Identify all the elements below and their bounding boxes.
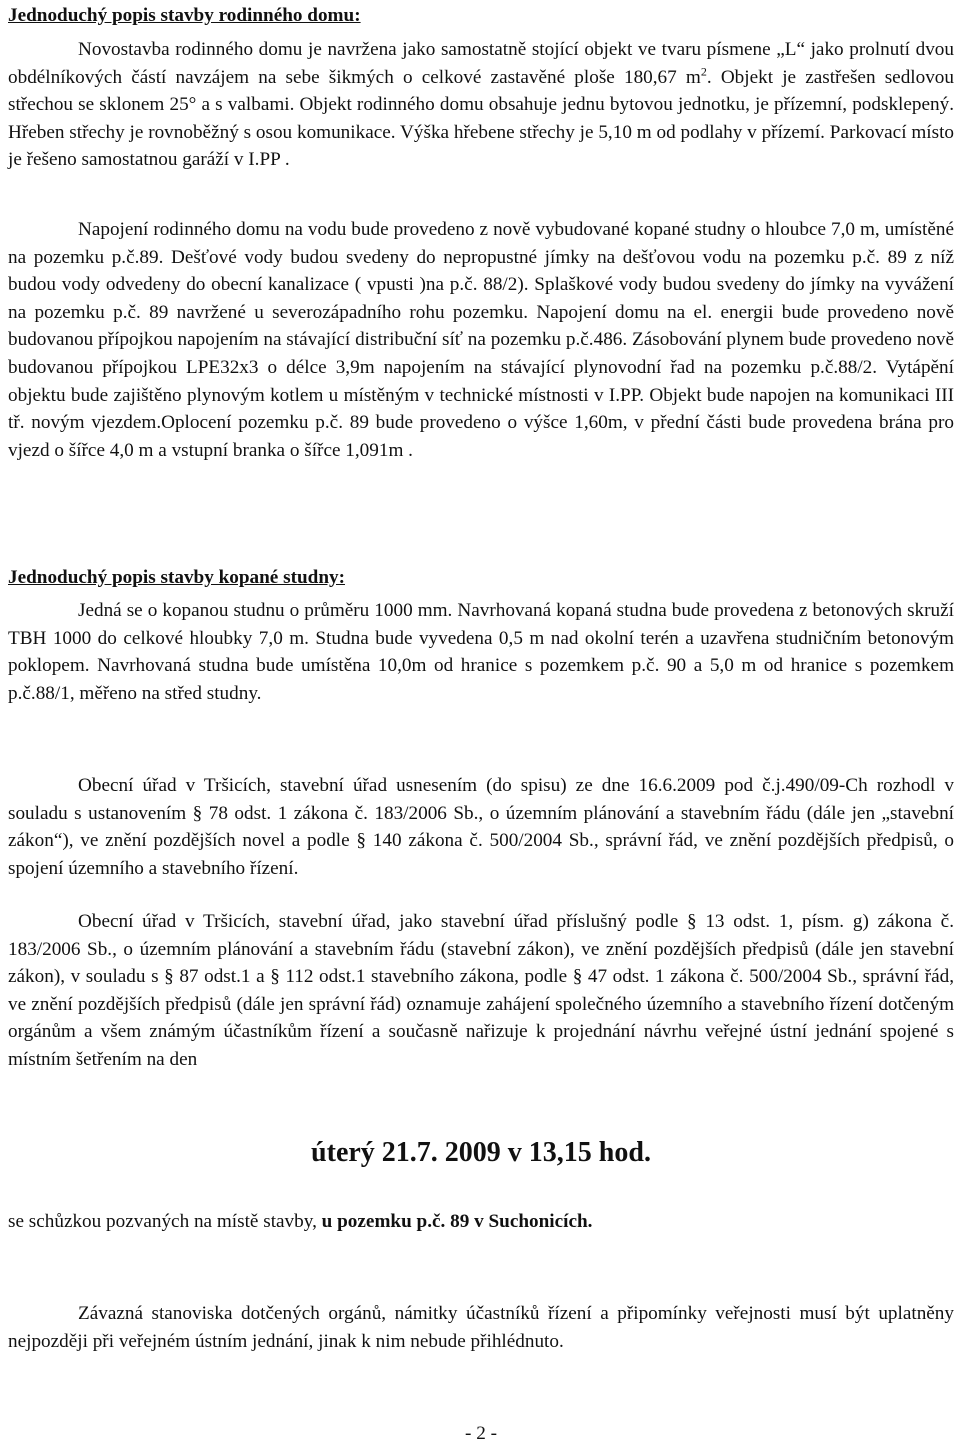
paragraph-well-description: Jedná se o kopanou studnu o průměru 1000 mm. Navrhovaná kopaná studna bude provedena z betonových skruží TBH 1000 do celkové hloubky 7,0 m. Studna bude vyvedena 0,5 m nad okolní terén a uzavřena studničním betonovým poklopem. Navrhovaná studna bude umístěna 10,0m od hranice s pozemkem p.č. 90 a 5,0 m od hranice s pozemkem p.č.88/1, měřeno na střed studny. [8,600,954,704]
section-heading-house: Jednoduchý popis stavby rodinného domu: [8,5,361,26]
house-description-text: Novostavba rodinného domu je navržena jako samostatně stojící objekt ve tvaru písmene „L“ jako prolnutí dvou obdélníkových částí navzájem na sebe šikmých o celkové zastavěné ploše 180,67 m [8,39,954,88]
hearing-place: u pozemku p.č. 89 v Suchonicích. [321,1211,593,1232]
page-number: - 2 - [465,1423,497,1444]
area-unit-superscript: 2 [700,64,707,79]
paragraph-decision-merge: Obecní úřad v Tršicích, stavební úřad usnesením (do spisu) ze dne 16.6.2009 pod č.j.490/09-Ch rozhodl v souladu s ustanovením § 78 odst. 1 zákona č. 183/2006 Sb., o územním plánování a stavebním řádu (dále jen „stavební zákon“), ve znění pozdějších novel a podle § 140 zákona č. 500/2004 Sb., správní řád, ve znění pozdějších předpisů, o spojení územního a stavebního řízení. [8,775,954,879]
hearing-place-prefix: se schůzkou pozvaných na místě stavby, [8,1211,322,1232]
paragraph-utilities: Napojení rodinného domu na vodu bude provedeno z nově vybudované kopané studny o hloubce 7,0 m, umístěné na pozemku p.č.89. Dešťové vody budou svedeny do nepropustné jímky na dešťovou vodu na pozemku p.č. 89 z níž budou vody odvedeny do obecní kanalizace ( vpusti )na p.č. 88/2). Splaškové vody budou svedeny do jímky na vyvážení na pozemku p.č. 89 navržené u severozápadního rohu pozemku. Napojení domu na el. energii bude provedeno nově budovanou přípojkou napojením na stávající distribuční síť na pozemku p.č.486. Zásobování plynem bude provedeno nově budovanou přípojkou LPE32x3 o délce 3,9m napojením na stávající plynovodní řad na pozemku p.č.88/2. Vytápění objektu bude zajištěno plynovým kotlem u místěným v technické místnosti v I.PP. Objekt bude napojen na komunikaci III tř. novým vjezdem.Oplocení pozemku p.č. 89 bude provedeno o výšce 1,60m, v přední části bude provedena brána pro vjezd o šířce 4,0 m a vstupní branka o šířce 1,091m . [8,219,954,461]
hearing-place-line [8,1208,954,1236]
section-heading-well: Jednoduchý popis stavby kopané studny: [8,567,345,588]
house-description-text-cont: . Objekt je zastřešen sedlovou střechou se sklonem 25° a s valbami. Objekt rodinného domu obsahuje jednu bytovou jednotku, je přízemní, podsklepený. Hřeben střechy je rovnoběžný s osou komunikace. Výška hřebene střechy je 5,10 m od podlahy v přízemí. Parkovací místo je řešeno samostatnou garáží v I.PP . [8,66,954,171]
paragraph-decision-notice: Obecní úřad v Tršicích, stavební úřad, jako stavební úřad příslušný podle § 13 odst. 1, písm. g) zákona č. 183/2006 Sb., o územním plánování a stavebním řádu (stavební zákon), ve znění pozdějších předpisů (dále jen stavební zákon), v souladu s § 87 odst.1 a § 112 odst.1 stavebního zákona, podle § 47 odst. 1 zákona č. 500/2004 Sb., správní řád, ve znění pozdějších předpisů (dále jen správní řád) oznamuje zahájení společného územního a stavebního řízení dotčeným orgánům a všem známým účastníkům řízení a současně nařizuje k projednání návrhu veřejné ústní jednání spojené s místním šetřením na den [8,911,954,1070]
hearing-date: úterý 21.7. 2009 v 13,15 hod. [311,1137,651,1168]
paragraph-house-description [8,36,954,174]
paragraph-closing: Závazná stanoviska dotčených orgánů, námitky účastníků řízení a připomínky veřejnosti musí být uplatněny nejpozději při veřejném ústním jednání, jinak k nim nebude přihlédnuto. [8,1303,954,1352]
